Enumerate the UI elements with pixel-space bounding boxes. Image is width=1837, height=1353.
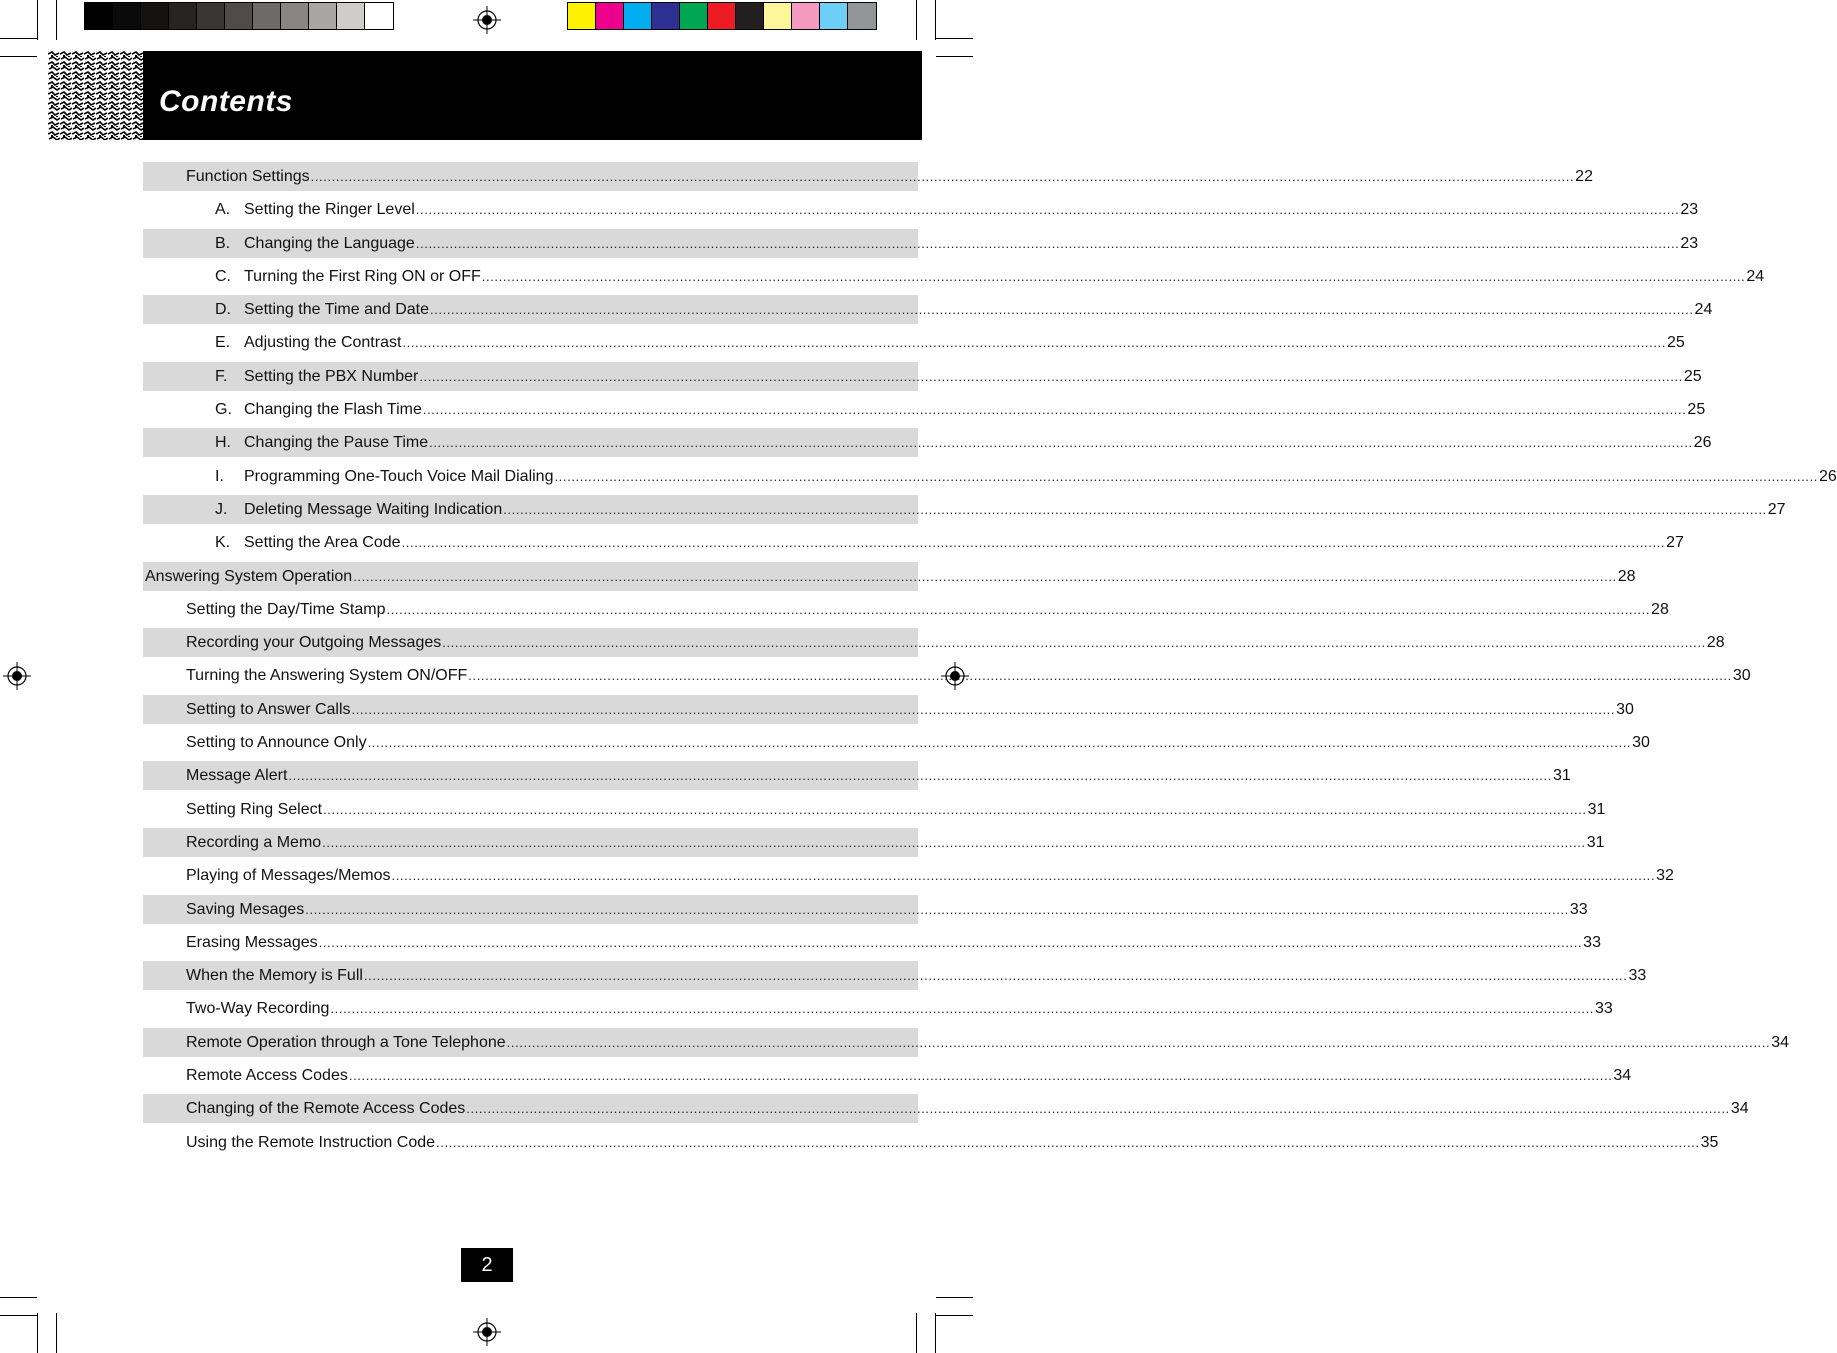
crop-mark [0,1315,37,1316]
toc-entry-letter: J. [215,500,228,518]
toc-entry[interactable] [143,795,1606,824]
color-swatch [764,3,792,29]
toc-entry[interactable] [143,362,1702,391]
registration-mark-icon [473,1318,501,1346]
toc-entry-title: Two-Way Recording [186,1000,330,1018]
toc-leader-dots: ............................................................................................................................................................................................................................................................................................................ [402,335,1666,351]
toc-entry-page: 25 [1687,401,1706,419]
toc-entry-title: Function Settings [186,168,310,185]
toc-leader-dots: ............................................................................................................................................................................................................................................................................................................ [288,768,1552,784]
toc-entry[interactable] [143,562,1636,591]
toc-leader-dots: ............................................................................................................................................................................................................................................................................................................ [503,501,1767,517]
toc-entry[interactable] [143,495,1786,524]
gray-swatch [225,3,253,29]
toc-entry-page: 34 [1771,1033,1789,1051]
toc-entry-page: 32 [1656,867,1674,885]
toc-entry[interactable] [143,295,1713,324]
toc-entry-title: Setting to Answer Calls [186,700,351,718]
page-number: 2 [461,1248,513,1282]
toc-entry[interactable] [143,428,1712,457]
toc-entry[interactable] [143,229,1699,258]
toc-entry-title: Setting the PBX Number [244,367,419,385]
gray-swatch [253,3,281,29]
toc-leader-dots: ............................................................................................................................................................................................................................................................................................................ [386,601,1651,617]
toc-entry-page: 33 [1569,900,1588,918]
toc-entry-title: Recording a Memo [186,833,322,851]
gray-swatch [113,3,141,29]
gray-swatch [197,3,225,29]
toc-entry[interactable] [143,462,1837,491]
toc-entry[interactable] [143,528,1684,557]
gray-swatch [85,3,113,29]
toc-entry-letter: G. [215,401,232,419]
toc-leader-dots: ............................................................................................................................................................................................................................................................................................................ [554,468,1819,484]
registration-mark-icon [473,6,501,34]
toc-entry[interactable] [143,162,1593,191]
toc-entry[interactable] [143,928,1601,957]
grayscale-color-bar [84,2,394,30]
toc-entry[interactable] [143,1061,1632,1090]
toc-entry-title: Setting the Ringer Level [244,201,415,219]
toc-leader-dots: ............................................................................................................................................................................................................................................................................................................ [422,402,1687,418]
toc-entry-letter: F. [215,367,228,385]
color-swatch [680,3,708,29]
toc-entry[interactable] [143,628,1725,657]
toc-entry-page: 35 [1700,1133,1719,1151]
toc-leader-dots: ............................................................................................................................................................................................................................................................................................................ [430,302,1694,318]
toc-entry[interactable] [143,262,1765,291]
toc-entry[interactable] [143,828,1605,857]
toc-entry-title: Turning the Answering System ON/OFF [186,667,468,685]
toc-entry-title: Setting to Announce Only [186,734,367,752]
toc-entry-page: 30 [1732,667,1751,685]
toc-entry[interactable] [143,395,1706,424]
decorative-texture-icon [48,51,144,140]
toc-entry-title: Deleting Message Waiting Indication [244,500,503,518]
toc-entry-page: 31 [1586,833,1605,851]
toc-leader-dots: ............................................................................................................................................................................................................................................................................................................ [310,169,1575,184]
toc-leader-dots: ............................................................................................................................................................................................................................................................................................................ [391,868,1656,884]
toc-entry-letter: I. [215,467,224,485]
crop-mark [56,1313,57,1353]
crop-mark [0,38,37,39]
color-swatch [820,3,848,29]
toc-leader-dots: ............................................................................................................................................................................................................................................................................................................ [318,934,1583,950]
crop-mark [935,1313,936,1353]
toc-entry-page: 28 [1651,600,1669,618]
toc-entry-title: Setting the Time and Date [244,301,429,319]
crop-mark [936,1297,973,1298]
toc-entry-title: Playing of Messages/Memos [186,867,391,885]
toc-entry-title: Setting Ring Select [186,800,323,818]
color-swatch [708,3,736,29]
toc-leader-dots: ............................................................................................................................................................................................................................................................................................................ [367,735,1632,751]
section-header [143,51,922,140]
toc-leader-dots: ............................................................................................................................................................................................................................................................................................................ [415,235,1680,251]
toc-leader-dots: ............................................................................................................................................................................................................................................................................................................ [305,901,1569,917]
toc-entry-title: Setting the Area Code [244,534,401,552]
toc-entry-title: Remote Operation through a Tone Telephone [186,1033,506,1051]
toc-entry-title: Saving Mesages [186,900,305,918]
color-swatch [652,3,680,29]
toc-entry-page: 34 [1730,1100,1749,1118]
crop-mark [936,38,973,39]
registration-mark-icon [3,662,31,690]
toc-entry-page: 33 [1628,967,1647,985]
toc-entry-page: 24 [1746,267,1765,285]
toc-leader-dots: ............................................................................................................................................................................................................................................................................................................ [466,1101,1730,1117]
crop-mark [0,56,37,57]
toc-entry-page: 27 [1767,500,1786,518]
toc-entry[interactable] [143,195,1699,224]
crop-mark [916,0,917,40]
crop-mark [37,1313,38,1353]
toc-entry[interactable] [143,861,1674,890]
toc-entry-title: Adjusting the Contrast [244,334,402,352]
toc-entry[interactable] [143,1028,1789,1057]
toc-entry[interactable] [143,761,1571,790]
crop-mark [936,56,973,57]
toc-entry-title: Erasing Messages [186,933,318,951]
toc-leader-dots: ............................................................................................................................................................................................................................................................................................................ [506,1034,1771,1050]
toc-entry[interactable] [143,895,1588,924]
toc-entry-page: 24 [1694,301,1713,319]
crop-mark [936,1315,973,1316]
toc-entry-page: 23 [1680,234,1699,252]
toc-entry-page: 33 [1583,933,1601,951]
toc-entry-title: When the Memory is Full [186,967,363,985]
toc-entry-page: 22 [1575,168,1593,185]
toc-entry-letter: B. [215,234,231,252]
gray-swatch [141,3,169,29]
toc-entry-title: Answering System Operation [145,567,353,585]
color-swatch [596,3,624,29]
toc-entry-letter: H. [215,434,231,452]
crop-mark [0,1297,37,1298]
toc-entry-title: Remote Access Codes [186,1067,348,1085]
toc-entry-title: Recording your Outgoing Messages [186,634,442,652]
toc-entry-title: Changing the Pause Time [244,434,429,452]
toc-leader-dots: ............................................................................................................................................................................................................................................................................................................ [348,1068,1613,1084]
toc-leader-dots: ............................................................................................................................................................................................................................................................................................................ [481,268,1746,284]
toc-entry[interactable] [143,994,1613,1023]
toc-entry-page: 25 [1666,334,1685,352]
toc-entry[interactable] [143,695,1634,724]
toc-entry-page: 26 [1819,467,1837,485]
toc-leader-dots: ............................................................................................................................................................................................................................................................................................................ [353,568,1617,584]
color-swatch [792,3,820,29]
crop-mark [916,1313,917,1353]
crop-mark [56,0,57,40]
toc-entry[interactable] [143,595,1669,624]
toc-entry-title: Setting the Day/Time Stamp [186,600,386,618]
toc-entry-title: Changing the Language [244,234,415,252]
toc-leader-dots: ............................................................................................................................................................................................................................................................................................................ [363,968,1628,984]
toc-entry-letter: E. [215,334,231,352]
gray-swatch [337,3,365,29]
toc-entry[interactable] [143,728,1650,757]
toc-entry-page: 23 [1680,201,1699,219]
toc-entry-page: 31 [1587,800,1606,818]
color-swatch [568,3,596,29]
toc-leader-dots: ............................................................................................................................................................................................................................................................................................................ [429,435,1693,451]
toc-leader-dots: ............................................................................................................................................................................................................................................................................................................ [322,834,1586,850]
toc-leader-dots: ............................................................................................................................................................................................................................................................................................................ [468,668,1732,684]
color-swatch [848,3,876,29]
toc-entry-title: Programming One-Touch Voice Mail Dialing [244,467,554,485]
color-swatch [736,3,764,29]
table-of-contents [143,162,1837,1161]
toc-leader-dots: ............................................................................................................................................................................................................................................................................................................ [351,701,1616,717]
toc-entry-page: 34 [1613,1067,1632,1085]
toc-entry-title: Message Alert [186,767,288,785]
toc-leader-dots: ............................................................................................................................................................................................................................................................................................................ [323,801,1587,817]
toc-leader-dots: ............................................................................................................................................................................................................................................................................................................ [436,1134,1700,1150]
toc-entry-page: 28 [1706,634,1725,652]
gray-swatch [309,3,337,29]
toc-leader-dots: ............................................................................................................................................................................................................................................................................................................ [415,202,1680,218]
crop-mark [935,0,936,40]
toc-entry-page: 33 [1595,1000,1613,1018]
toc-entry-page: 31 [1552,767,1571,785]
toc-entry-letter: A. [215,201,231,219]
toc-leader-dots: ............................................................................................................................................................................................................................................................................................................ [401,535,1666,551]
toc-entry-page: 26 [1693,434,1712,452]
toc-entry-page: 27 [1666,534,1684,552]
cmyk-color-bar [567,2,877,30]
toc-entry-title: Changing of the Remote Access Codes [186,1100,466,1118]
toc-entry-title: Changing the Flash Time [244,401,422,419]
toc-entry[interactable] [143,328,1685,357]
toc-entry-page: 28 [1617,567,1636,585]
page-title: Contents [159,85,293,118]
color-swatch [624,3,652,29]
toc-leader-dots: ............................................................................................................................................................................................................................................................................................................ [330,1001,1594,1017]
toc-entry-page: 30 [1616,700,1634,718]
toc-leader-dots: ............................................................................................................................................................................................................................................................................................................ [442,635,1706,651]
gray-swatch [365,3,393,29]
toc-entry-letter: C. [215,267,231,285]
toc-entry-title: Turning the First Ring ON or OFF [244,267,481,285]
toc-entry[interactable] [143,961,1647,990]
gray-swatch [281,3,309,29]
gray-swatch [169,3,197,29]
toc-entry-letter: K. [215,534,231,552]
toc-entry[interactable] [143,1094,1749,1123]
toc-entry-page: 30 [1632,734,1650,752]
toc-entry-letter: D. [215,301,231,319]
toc-entry-page: 25 [1683,367,1702,385]
toc-entry[interactable] [143,1128,1719,1157]
toc-leader-dots: ............................................................................................................................................................................................................................................................................................................ [419,368,1683,384]
toc-entry[interactable] [143,661,1751,690]
toc-entry-title: Using the Remote Instruction Code [186,1133,436,1151]
crop-mark [37,0,38,40]
